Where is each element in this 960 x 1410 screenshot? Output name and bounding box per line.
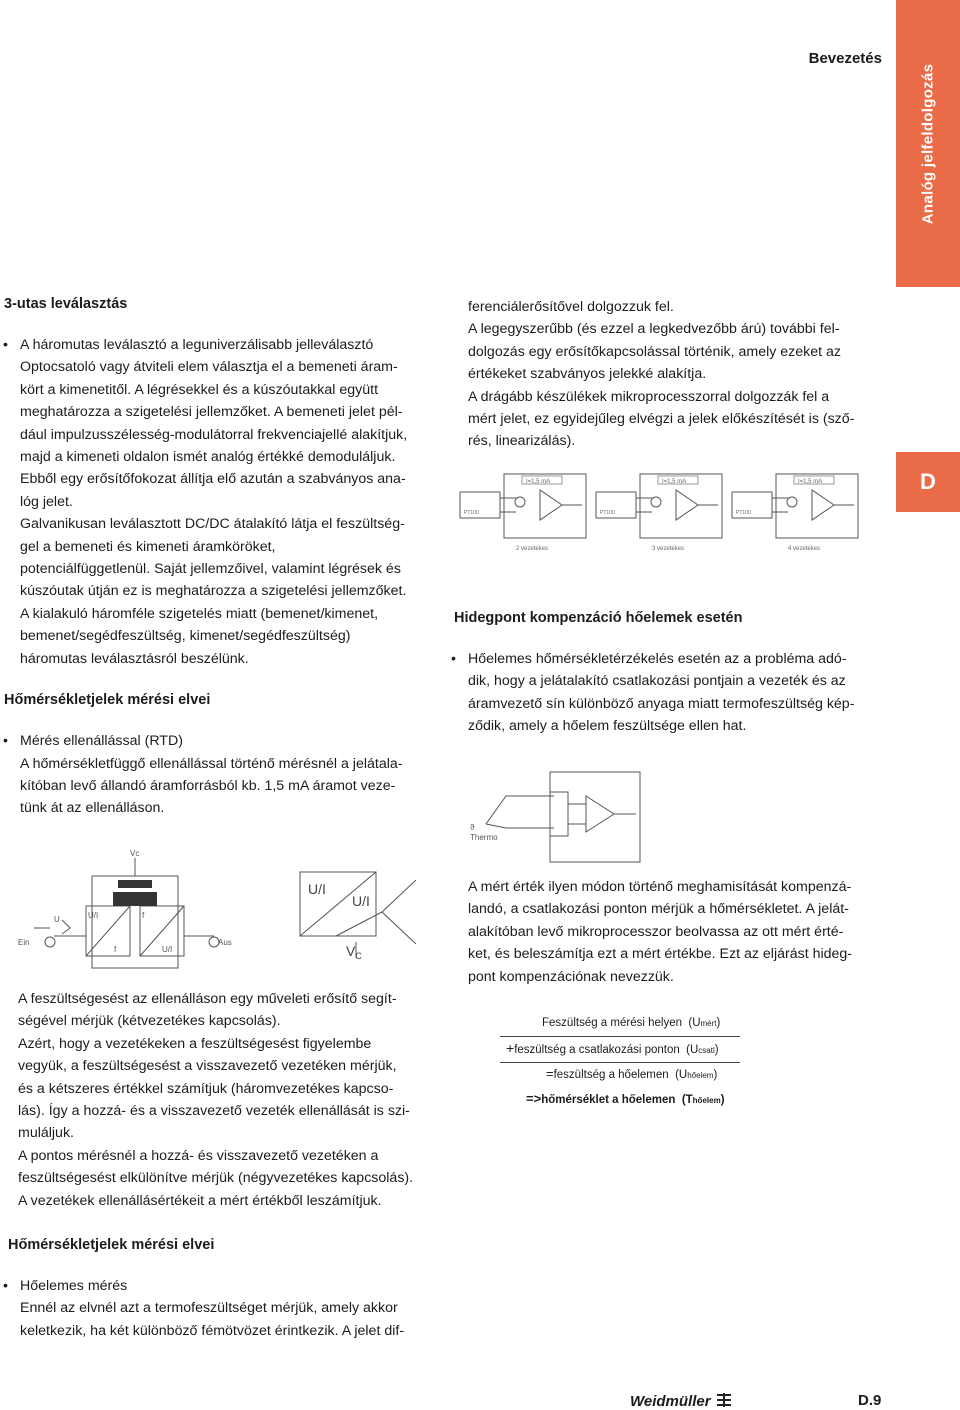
page-header-title: Bevezetés bbox=[808, 50, 882, 67]
text-line: kítóban levő állandó áramforrásból kb. 1,5 mA áramot veze- bbox=[20, 777, 396, 794]
f-label-1: f bbox=[114, 945, 117, 954]
left-column bbox=[4, 296, 434, 820]
formula-row-2: +feszültség a csatlakozási ponton (Ucsatl) bbox=[500, 1036, 740, 1063]
text-line: muláljuk. bbox=[18, 1125, 74, 1142]
rtd-current-label: I=1,5 mA bbox=[662, 479, 687, 485]
ein-label: Ein bbox=[18, 938, 30, 947]
text-line: dik, hogy a jelátalakító csatlakozási pontjain a vezeték és az bbox=[468, 673, 846, 690]
heading-cold-junction: Hidegpont kompenzáció hőelemek esetén bbox=[454, 610, 743, 626]
rtd-diagram-1 bbox=[460, 474, 586, 552]
text-line: A mért érték ilyen módon történő meghamisítását kompenzá- bbox=[468, 879, 852, 895]
rtd-current-label: I=1,5 mA bbox=[526, 479, 551, 485]
text-line: A drágább készülékek mikroprocesszorral dolgozzák fel a bbox=[468, 388, 830, 405]
text-line: dául impulzusszélesség-modulátorral frekvenciajellé alakítjuk, bbox=[20, 426, 408, 443]
text-line: • Hőelemes hőmérsékletérzékelés esetén az a probléma adó- bbox=[468, 651, 847, 667]
text-line: háromutas leválasztásról beszélünk. bbox=[20, 650, 249, 667]
side-section-label: Analóg jelfeldolgozás bbox=[919, 63, 937, 224]
text-line: A kialakuló háromféle szigetelés miatt (bemenet/kimenet, bbox=[20, 605, 379, 622]
rtd-caption: 2 vezetékes bbox=[516, 546, 549, 552]
text-line: potenciálfüggetlenül. Saját jellemzőivel, valamint légrések és bbox=[20, 561, 401, 578]
text-line: rés, linearizálás). bbox=[468, 433, 576, 450]
ui-label-2: U/I bbox=[162, 945, 173, 954]
formula-row-4: =>hőmérséklet a hőelemen (Thőelem) bbox=[526, 1090, 725, 1106]
text-line: A vezetékek ellenállásértékeit a mért értékből leszámítjuk. bbox=[18, 1192, 382, 1209]
heading-temp-principles: Hőmérsékletjelek mérési elvei bbox=[4, 692, 211, 709]
ui-symbol-label-2: U/I bbox=[352, 893, 370, 909]
rtd-sensor-label: PT100 bbox=[464, 510, 479, 516]
text-line: A hőmérsékletfüggő ellenállással történő mérésnél a jelátala- bbox=[20, 755, 403, 772]
text-line: ferenciálerősítővel dolgozzuk fel. bbox=[468, 299, 674, 315]
text-line: tünk át az ellenálláson. bbox=[20, 800, 165, 817]
isolator-symbol bbox=[296, 870, 436, 970]
right-paragraph-compensation bbox=[468, 876, 888, 988]
text-line: Galvanikusan leválasztott DC/DC átalakító látja el feszültség- bbox=[20, 516, 405, 533]
text-line: áramvezető sín különböző anyaga miatt termofeszültség kép- bbox=[468, 695, 855, 712]
text-line: pont kompenzációnak nevezzük. bbox=[468, 968, 674, 985]
isolator-diagram bbox=[14, 848, 234, 973]
bullet-cold-junction bbox=[450, 648, 884, 738]
left-bottom-section bbox=[8, 1237, 438, 1342]
text-line: keletkezik, ha két különböző fémötvözet érintkezik. A jelet dif- bbox=[20, 1322, 405, 1339]
text-line: Ennél az elvnél azt a termofeszültséget mérjük, amely akkor bbox=[20, 1300, 398, 1317]
brand-logo-icon bbox=[715, 1392, 735, 1408]
text-line: Azért, hogy a vezetékeken a feszültségesést figyelembe bbox=[18, 1035, 372, 1052]
text-line: és a kétszeres értékkel számítjuk (háromvezetékes kapcso- bbox=[18, 1080, 394, 1097]
text-line: • Mérés ellenállással (RTD) bbox=[20, 733, 183, 750]
section-letter-tab: D bbox=[896, 452, 960, 512]
text-line: ségével mérjük (kétvezetékes kapcsolás). bbox=[18, 1013, 281, 1030]
ui-label: U/I bbox=[88, 911, 99, 920]
right-section-cold-junction bbox=[454, 610, 884, 738]
text-line: gel a bemeneti és kimeneti áramköröket, bbox=[20, 538, 276, 555]
rtd-caption: 3 vezetékes bbox=[652, 546, 685, 552]
rtd-sensor-label: PT100 bbox=[600, 510, 615, 516]
formula-row-3: =feszültség a hőelemen (Uhőelem) bbox=[500, 1062, 740, 1088]
rtd-current-label: I=1,5 mA bbox=[798, 479, 823, 485]
rtd-diagram-2 bbox=[596, 474, 722, 552]
thermo-label: Thermo bbox=[470, 833, 498, 842]
formula-row-1: Feszültség a mérési helyen (Umért) bbox=[542, 1017, 721, 1029]
rtd-diagram-3 bbox=[732, 474, 858, 552]
svg-text:ϑ: ϑ bbox=[470, 823, 475, 832]
right-paragraph-processing bbox=[468, 296, 888, 453]
text-line: feszültségesést elkülönítve mérjük (négyvezetékes kapcsolás). bbox=[18, 1170, 414, 1187]
text-line: • A háromutas leválasztó a leguniverzálisabb jelleválasztó bbox=[20, 337, 374, 353]
bullet-rtd bbox=[2, 730, 434, 820]
left-paragraph-resistor bbox=[18, 988, 438, 1212]
text-line: alakítóban levő mikroprocesszor beolvassa az ott mért érté- bbox=[468, 923, 844, 940]
heading-3way-isolation: 3-utas leválasztás bbox=[4, 296, 128, 312]
vc-symbol-label: $V_C$ bbox=[346, 943, 362, 961]
text-line: meghatározza a szigetelési jellemzőket. A bemeneti jelet pél- bbox=[20, 404, 403, 421]
page-number: D.9 bbox=[858, 1392, 882, 1409]
side-section-tab bbox=[896, 0, 960, 287]
text-line: A pontos mérésnél a hozzá- és visszavezető vezetéken a bbox=[18, 1147, 379, 1164]
text-line: lóg jelet. bbox=[20, 493, 73, 510]
bullet-3way-isolation bbox=[2, 334, 434, 670]
vc-label: Vc bbox=[130, 849, 140, 858]
text-line: ket, és beleszámítja ezt a mért értékbe. Ezt az eljárást hideg- bbox=[468, 946, 853, 963]
ui-symbol-label: U/I bbox=[308, 881, 326, 897]
f-label-2: f bbox=[142, 911, 145, 920]
text-line: A legegyszerűbb (és ezzel a legkedvezőbb árú) további fel- bbox=[468, 321, 840, 338]
u-label: U bbox=[54, 915, 60, 924]
text-line: dolgozás egy erősítőkapcsolással történik, amely ezeket az bbox=[468, 343, 842, 360]
text-line: mért jelet, ez egyidejűleg elvégzi a jelek előkészítését is (sző- bbox=[468, 411, 855, 428]
text-line: A feszültségesést az ellenálláson egy műveleti erősítő segít- bbox=[18, 991, 397, 1007]
bullet-thermocouple bbox=[2, 1275, 438, 1342]
text-line: ződik, amely a hőelem feszültsége ellen hat. bbox=[468, 718, 747, 735]
thermocouple-diagram bbox=[466, 768, 646, 868]
text-line: vegyük, a feszültségesést a visszavezető vezetéken mérjük, bbox=[18, 1058, 397, 1075]
compensation-formula bbox=[500, 1012, 740, 1112]
text-line: kúszóutak útján ez is meghatározza a szigetelési jellemzőket. bbox=[20, 583, 407, 600]
text-line: • Hőelemes mérés bbox=[20, 1278, 128, 1294]
text-line: landó, a csatlakozási ponton mérjük a hőmérsékletet. A jelát- bbox=[468, 901, 849, 918]
text-line: Optocsatoló vagy átviteli elem választja el a bemeneti áram- bbox=[20, 359, 398, 376]
heading-temp-principles-2: Hőmérsékletjelek mérési elvei bbox=[8, 1237, 215, 1253]
rtd-sensor-label: PT100 bbox=[736, 510, 751, 516]
footer-brand: Weidmüller bbox=[630, 1392, 735, 1410]
text-line: bemenet/segédfeszültség, kimenet/segédfeszültség) bbox=[20, 628, 351, 645]
text-line: lás). Így a hozzá- és a visszavezető vezeték ellenállását is szi- bbox=[18, 1103, 410, 1120]
rtd-wiring-diagrams bbox=[456, 468, 866, 552]
text-line: kört a kimenetitől. A légrésekkel és a kúszóutakkal együtt bbox=[20, 381, 379, 398]
rtd-caption: 4 vezetékes bbox=[788, 546, 821, 552]
text-line: Ebből egy erősítőfokozat állítja elő azután a szabványos ana- bbox=[20, 471, 406, 488]
aus-label: Aus bbox=[218, 938, 232, 947]
text-line: értékeket szabványos jelekké alakítja. bbox=[468, 366, 707, 383]
text-line: majd a kimeneti oldalon ismét analóg értékké demoduláljuk. bbox=[20, 449, 396, 466]
